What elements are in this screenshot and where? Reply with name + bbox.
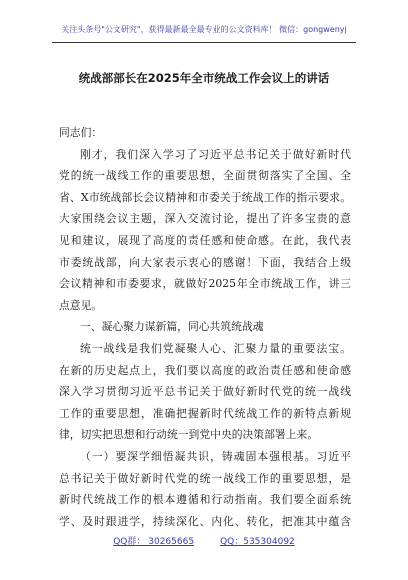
footer-contact	[0, 534, 408, 547]
paragraph-1-line: 大家围绕会议主题，深入交流讨论，提出了许多宝贵的意	[59, 212, 351, 226]
document-body	[59, 122, 351, 532]
paragraph-1-line: 见和建议，展现了高度的责任感和使命感。在此，我代表	[59, 233, 351, 247]
paragraph-1-line: 刚才，我们深入学习了习近平总书记关于做好新时代	[80, 147, 351, 161]
header-divider	[52, 42, 356, 43]
section-heading-1: 一、凝心聚力谋新篇，同心共筑统战魂	[80, 320, 264, 334]
footer-qq: QQ：535304092	[220, 537, 295, 547]
paragraph-2-line: 律，切实把思想和行动统一到党中央的决策部署上来。	[59, 428, 319, 442]
paragraph-3-line: 学、及时跟进学，持续深化、内化、转化，把准其中蕴含	[59, 514, 351, 528]
footer-qq-group: QQ群： 30265665	[113, 537, 195, 547]
paragraph-2-line: 工作的重要思想，准确把握新时代统战工作的新特点新规	[59, 406, 351, 420]
paragraph-2-line: 统一战线是我们党凝聚人心、汇聚力量的重要法宝。	[80, 341, 351, 355]
paragraph-1-line: 省、X市统战部长会议精神和市委关于统战工作的指示要求。	[59, 190, 351, 204]
paragraph-1-line: 党的统一战线工作的重要思想，全面贯彻落实了全国、全	[59, 169, 351, 183]
paragraph-1-line: 会议精神和市委要求，就做好2025年全市统战工作，讲三	[59, 277, 351, 291]
document-title: 统战部部长在2025年全市统战工作会议上的讲话	[78, 71, 330, 85]
paragraph-2-line: 深入学习贯彻习近平总书记关于做好新时代党的统一战线	[59, 385, 351, 399]
paragraph-3-line: 总书记关于做好新时代党的统一战线工作的重要思想，是	[59, 471, 351, 485]
paragraph-1-line: 市委统战部，向大家表示衷心的感谢！下面，我结合上级	[59, 255, 351, 269]
paragraph-2-line: 在新的历史起点上，我们要以高度的政治责任感和使命感	[59, 363, 351, 377]
header-notice: 关注头条号"公文研究"，获得最新最全最专业的公文资料库！ 微信：gongwenyj	[61, 25, 347, 34]
paragraph-1-line: 点意见。	[59, 298, 103, 312]
paragraph-3-line: （一）要深学细悟凝共识，铸魂固本强根基。习近平	[80, 449, 351, 463]
salutation: 同志们：	[59, 126, 103, 139]
paragraph-3-line: 新时代统战工作的根本遵循和行动指南。我们要全面系统	[59, 493, 351, 507]
